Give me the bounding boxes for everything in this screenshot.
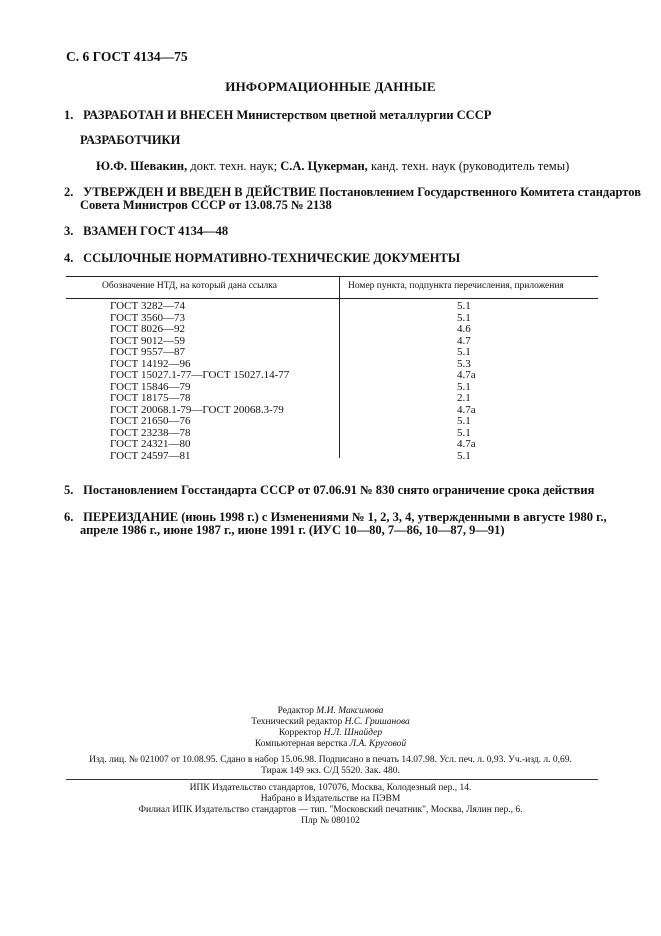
table-header-rule xyxy=(66,298,598,299)
section-6-number: 6. xyxy=(64,510,74,524)
section-5 xyxy=(64,483,594,498)
section-3-number: 3. xyxy=(64,224,74,238)
imprint-editor xyxy=(0,706,661,716)
developer-2-degree: канд. техн. наук (руководитель темы) xyxy=(367,159,570,173)
table-cell-document: ГОСТ 9557—87 xyxy=(110,346,185,358)
layout-name: Л.А. Круговой xyxy=(349,739,407,749)
table-header-clause: Номер пункта, подпункта перечисления, приложения xyxy=(348,281,564,291)
imprint-typeset-line: Набрано в Издательстве на ПЭВМ xyxy=(260,794,401,804)
table-row xyxy=(66,370,598,382)
table-row xyxy=(66,439,598,451)
table-cell-clause: 5.3 xyxy=(457,357,471,370)
section-3-text: ВЗАМЕН ГОСТ 4134—48 xyxy=(83,224,229,238)
table-row xyxy=(66,347,598,359)
table-cell-document: ГОСТ 23238—78 xyxy=(110,426,191,439)
table-cell-document: ГОСТ 15027.1-77—ГОСТ 15027.14-77 xyxy=(110,369,290,381)
page-header: С. 6 ГОСТ 4134—75 xyxy=(66,49,188,64)
table-cell-document: ГОСТ 21650—76 xyxy=(110,415,191,427)
developers-line xyxy=(96,159,569,174)
table-body xyxy=(66,301,598,462)
section-5-text: Постановлением Госстандарта СССР от 07.06.91 № 830 снято ограничение срока действия xyxy=(83,483,595,497)
corrector-name: Н.Л. Шнайдер xyxy=(323,728,383,738)
table-row xyxy=(66,324,598,336)
tech-editor-label: Технический редактор xyxy=(251,717,345,727)
table-top-rule xyxy=(66,276,598,277)
imprint-publisher-line: ИПК Издательство стандартов, 107076, Москва, Колодезный пер., 14. xyxy=(189,783,472,793)
tech-editor-name: Н.С. Гришанова xyxy=(344,717,410,727)
table-cell-clause: 5.1 xyxy=(457,311,471,324)
table-cell-document: ГОСТ 14192—96 xyxy=(110,357,191,370)
imprint-corrector xyxy=(0,728,661,738)
table-cell-clause: 4.7а xyxy=(457,369,476,381)
table-cell-document: ГОСТ 20068.1-79—ГОСТ 20068.3-79 xyxy=(110,403,284,416)
table-row xyxy=(66,393,598,405)
table-cell-clause: 2.1 xyxy=(457,392,471,404)
table-cell-clause: 4.6 xyxy=(457,323,471,335)
section-4-number: 4. xyxy=(64,251,74,265)
table-cell-document: ГОСТ 24597—81 xyxy=(110,449,191,462)
table-cell-clause: 5.1 xyxy=(457,449,471,462)
section-1-text: РАЗРАБОТАН И ВНЕСЕН Министерством цветной металлургии СССР xyxy=(83,108,492,122)
page-title: ИНФОРМАЦИОННЫЕ ДАННЫЕ xyxy=(225,79,436,94)
imprint-plr-line: Плр № 080102 xyxy=(301,816,360,826)
imprint-layout xyxy=(0,739,661,749)
section-3 xyxy=(64,224,228,239)
table-row xyxy=(66,301,598,313)
table-row xyxy=(66,416,598,428)
table-cell-document: ГОСТ 15846—79 xyxy=(110,380,191,393)
section-4-text: ССЫЛОЧНЫЕ НОРМАТИВНО-ТЕХНИЧЕСКИЕ ДОКУМЕНТЫ xyxy=(83,251,461,265)
developer-2-name: С.А. Цукерман, xyxy=(280,159,368,173)
section-2-number: 2. xyxy=(64,185,74,199)
section-1 xyxy=(64,108,491,123)
table-cell-document: ГОСТ 24321—80 xyxy=(110,438,191,450)
section-6-line-2: апреле 1986 г., июне 1987 г., июне 1991 г. (ИУС 10—80, 7—86, 10—87, 9—91) xyxy=(80,523,505,537)
developer-1-name: Ю.Ф. Шевакин, xyxy=(96,159,188,173)
table-cell-clause: 5.1 xyxy=(457,346,471,358)
imprint-license-line: Изд. лиц. № 021007 от 10.08.95. Сдано в набор 15.06.98. Подписано в печать 14.07.98. Усл. печ. л. 0,93. Уч.-изд. л. 0,69. xyxy=(89,755,572,765)
table-cell-clause: 5.1 xyxy=(457,415,471,427)
table-cell-clause: 4.7а xyxy=(457,438,476,450)
imprint-branch-line: Филиал ИПК Издательство стандартов — тип. "Московский печатник", Москва, Лялин пер., 6. xyxy=(138,805,523,815)
imprint-divider xyxy=(66,779,598,780)
editor-label: Редактор xyxy=(277,706,317,716)
imprint-print-line: Тираж 149 экз. С/Д 5520. Зак. 480. xyxy=(261,766,400,776)
table-cell-document: ГОСТ 9012—59 xyxy=(110,334,185,347)
section-6-line-1: ПЕРЕИЗДАНИЕ (июнь 1998 г.) с Изменениями № 1, 2, 3, 4, утвержденными в августе 1980 г., xyxy=(83,510,607,524)
table-cell-clause: 5.1 xyxy=(457,426,471,439)
editor-name: М.И. Максимова xyxy=(316,706,384,716)
layout-label: Компьютерная верстка xyxy=(254,739,350,749)
section-5-number: 5. xyxy=(64,483,74,497)
table-cell-clause: 4.7а xyxy=(457,403,476,416)
table-cell-clause: 4.7 xyxy=(457,334,471,347)
table-cell-document: ГОСТ 18175—78 xyxy=(110,392,191,404)
table-header-document: Обозначение НТД, на который дана ссылка xyxy=(102,281,277,291)
section-2-line-2: Совета Министров СССР от 13.08.75 № 2138 xyxy=(80,198,332,212)
table-cell-clause: 5.1 xyxy=(457,380,471,393)
table-cell-clause: 5.1 xyxy=(457,300,471,312)
table-cell-document: ГОСТ 3560—73 xyxy=(110,311,185,324)
table-cell-document: ГОСТ 8026—92 xyxy=(110,323,185,335)
section-2-line-1: УТВЕРЖДЕН И ВВЕДЕН В ДЕЙСТВИЕ Постановлением Государственного Комитета стандартов xyxy=(83,185,641,199)
corrector-label: Корректор xyxy=(278,728,324,738)
developers-heading: РАЗРАБОТЧИКИ xyxy=(80,133,181,147)
table-cell-document: ГОСТ 3282—74 xyxy=(110,300,185,312)
section-4 xyxy=(64,251,460,266)
developer-1-degree: докт. техн. наук; xyxy=(187,159,281,173)
imprint-tech-editor xyxy=(0,717,661,727)
section-1-number: 1. xyxy=(64,108,74,122)
table-row xyxy=(66,451,598,463)
